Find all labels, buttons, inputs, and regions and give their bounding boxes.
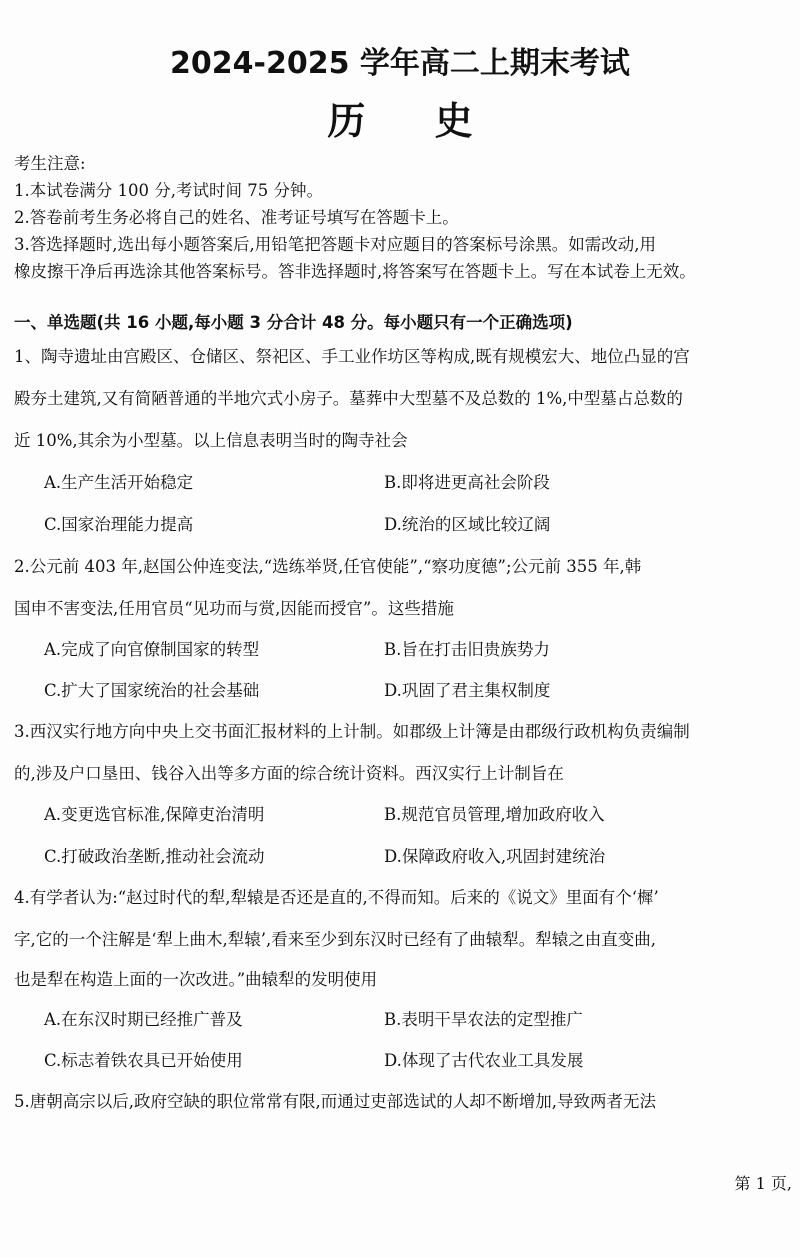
question-1-option-b: B.即将进更高社会阶段 [384,473,550,492]
question-1-option-d: D.统治的区域比较辽阔 [384,515,551,534]
page-number: 第 1 页, [734,1174,792,1193]
question-1-line: 1、陶寺遗址由宫殿区、仓储区、祭祀区、手工业作坊区等构成,既有规模宏大、地位凸显的宫 [14,347,690,366]
question-4-option-c: C.标志着铁农具已开始使用 [44,1051,243,1070]
exam-notes [14,150,786,285]
question-3-option-a: A.变更选官标准,保障吏治清明 [44,805,265,824]
question-1-line: 近 10%,其余为小型墓。以上信息表明当时的陶寺社会 [14,431,408,450]
question-2-option-c: C.扩大了国家统治的社会基础 [44,681,260,700]
question-4-option-d: D.体现了古代农业工具发展 [384,1051,584,1070]
question-2-line: 2.公元前 403 年,赵国公仲连变法,“选练举贤,任官使能”,“察功度德”;公元前 355 年,韩 [14,557,642,576]
question-3-line: 的,涉及户口垦田、钱谷入出等多方面的综合统计资料。西汉实行上计制旨在 [14,764,564,783]
section-title: 一、单选题(共 16 小题,每小题 3 分合计 48 分。每小题只有一个正确选项) [14,313,573,332]
question-3-line: 3.西汉实行地方向中央上交书面汇报材料的上计制。如郡级上计簿是由郡级行政机构负责编制 [14,722,690,741]
question-2-option-a: A.完成了向官僚制国家的转型 [44,640,260,659]
question-3-option-d: D.保障政府收入,巩固封建统治 [384,847,606,866]
question-3-option-b: B.规范官员管理,增加政府收入 [384,805,605,824]
question-4-line: 也是犁在构造上面的一次改进。”曲辕犁的发明使用 [14,970,378,989]
question-4-option-b: B.表明干旱农法的定型推广 [384,1010,583,1029]
note-item: 3.答选择题时,选出每小题答案后,用铅笔把答题卡对应题目的答案标号涂黑。如需改动,用 [14,235,656,254]
question-2-option-b: B.旨在打击旧贵族势力 [384,640,550,659]
question-2-option-d: D.巩固了君主集权制度 [384,681,551,700]
question-2-line: 国申不害变法,任用官员“见功而与赏,因能而授官”。这些措施 [14,599,454,618]
exam-title: 2024-2025 学年高二上期末考试 [170,46,630,81]
question-1-option-c: C.国家治理能力提高 [44,515,194,534]
question-3-option-c: C.打破政治垄断,推动社会流动 [44,847,265,866]
note-item: 2.答卷前考生务必将自己的姓名、准考证号填写在答题卡上。 [14,208,459,227]
note-item: 橡皮擦干净后再选涂其他答案标号。答非选择题时,将答案写在答题卡上。写在本试卷上无效。 [14,262,696,281]
question-5-line: 5.唐朝高宗以后,政府空缺的职位常常有限,而通过吏部选试的人却不断增加,导致两者无法 [14,1092,656,1111]
question-4-option-a: A.在东汉时期已经推广普及 [44,1010,243,1029]
question-4-line: 4.有学者认为:“赵过时代的犁,犁辕是否还是直的,不得而知。后来的《说文》里面有个‘樨’ [14,888,659,907]
question-1-option-a: A.生产生活开始稳定 [44,473,194,492]
notes-heading: 考生注意: [14,154,86,173]
question-1-line: 殿夯土建筑,又有简陋普通的半地穴式小房子。墓葬中大型墓不及总数的 1%,中型墓占总数的 [14,389,683,408]
question-4-line: 字,它的一个注解是‘犁上曲木,犁辕’,看来至少到东汉时已经有了曲辕犁。犁辕之由直变曲, [14,930,656,949]
note-item: 1.本试卷满分 100 分,考试时间 75 分钟。 [14,181,323,200]
subject-title: 历 史 [327,99,501,143]
